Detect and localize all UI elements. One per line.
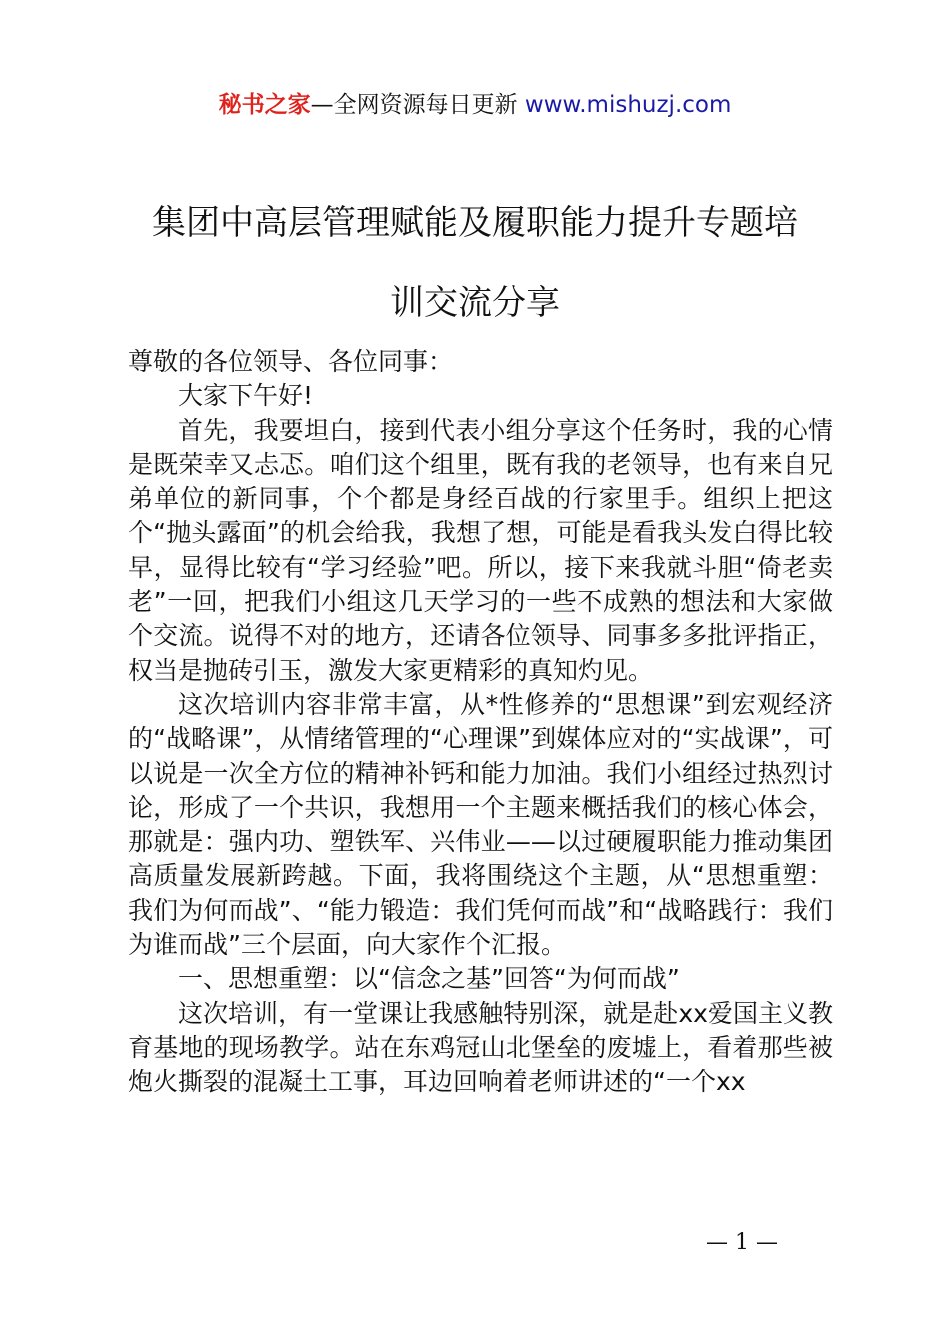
site-url[interactable]: www.mishuzj.com: [524, 92, 732, 118]
greeting: 大家下午好!: [178, 381, 314, 411]
site-brand: 秘书之家: [218, 92, 311, 118]
page-number: — 1 —: [706, 1230, 778, 1255]
document-body: [128, 345, 833, 1100]
paragraph: 这次培训，有一堂课让我感触特别深，就是赴xx爱国主义教育基地的现场教学。站在东鸡冠山北堡垒的废墟上，看着那些被炮火撕裂的混凝土工事，耳边回响着老师讲述的“一个xx: [128, 998, 833, 1097]
paragraph: 这次培训内容非常丰富，从*性修养的“思想课”到宏观经济的“战略课”，从情绪管理的“心理课”到媒体应对的“实战课”，可以说是一次全方位的精神补钙和能力加油。我们小组经过热烈讨论，形成了一个共识，我想用一个主题来概括我们的核心体会，那就是：强内功、塑铁军、兴伟业——以过硬履职能力推动集团高质量发展新跨越。下面，我将围绕这个主题，从“思想重塑：我们为何而战”、“能力锻造：我们凭何而战”和“战略践行：我们为谁而战”三个层面，向大家作个汇报。: [128, 689, 833, 960]
document-title-line-2: 训交流分享: [390, 283, 560, 323]
paragraph: 首先，我要坦白，接到代表小组分享这个任务时，我的心情是既荣幸又忐忑。咱们这个组里，既有我的老领导，也有来自兄弟单位的新同事，个个都是身经百战的行家里手。组织上把这个“抛头露面”的机会给我，我想了想，可能是看我头发白得比较早，显得比较有“学习经验”吧。所以，接下来我就斗胆“倚老卖老”一回，把我们小组这几天学习的一些不成熟的想法和大家做个交流。说得不对的地方，还请各位领导、同事多多批评指正，权当是抛砖引玉，激发大家更精彩的真知灼见。: [128, 415, 833, 685]
salutation: 尊敬的各位领导、各位同事：: [128, 347, 454, 376]
document-title-line-1: 集团中高层管理赋能及履职能力提升专题培: [152, 203, 798, 243]
site-tagline: —全网资源每日更新: [310, 92, 525, 118]
site-header: [0, 90, 950, 120]
document-title: [0, 183, 950, 343]
section-heading: 一、思想重塑：以“信念之基”回答“为何而战”: [178, 964, 680, 994]
